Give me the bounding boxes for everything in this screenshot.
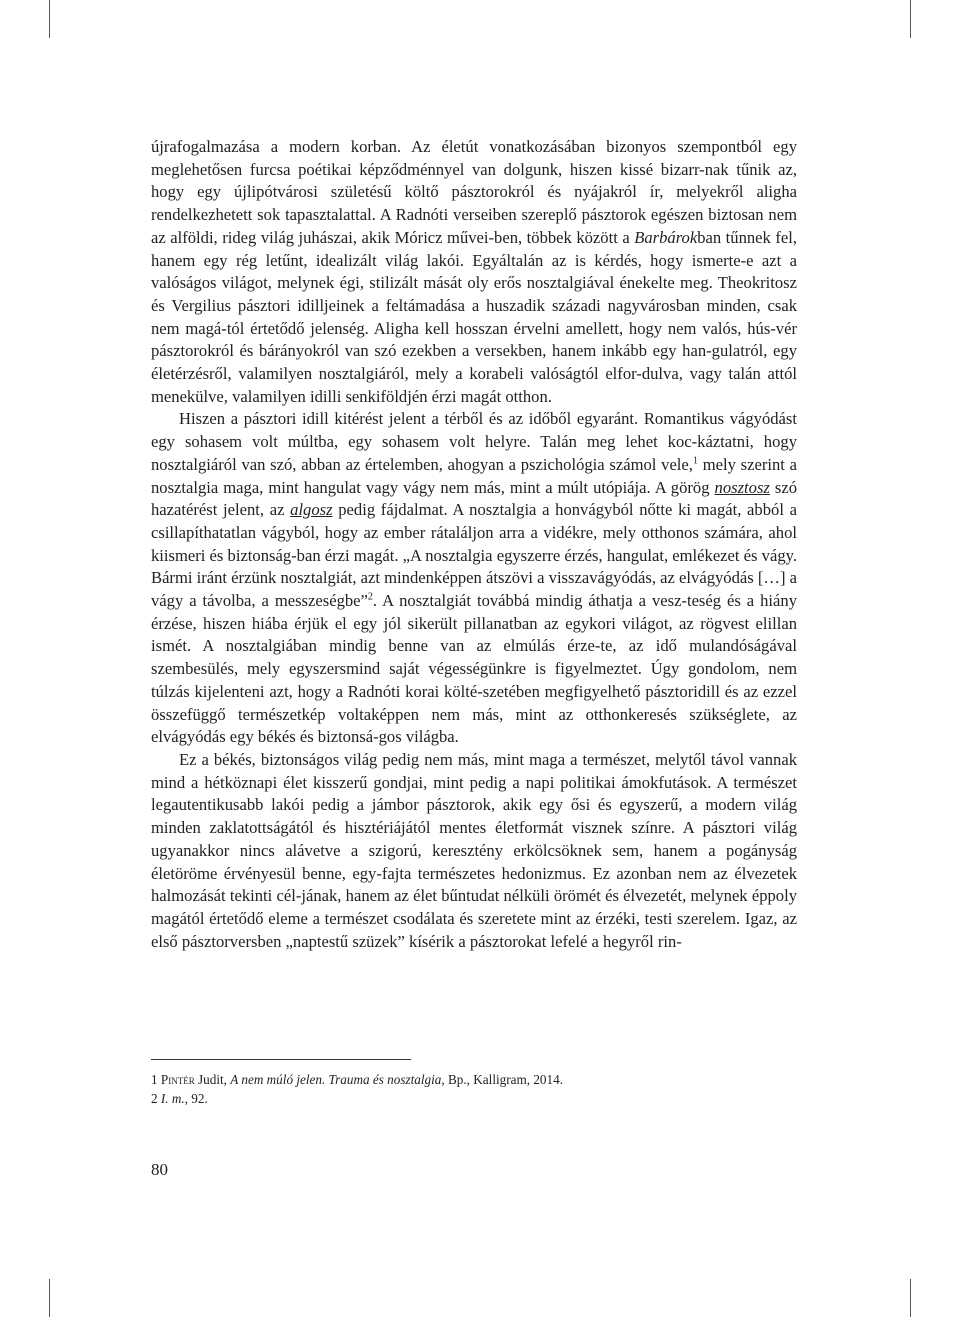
paragraph <box>151 408 797 749</box>
text-run: ban tűnnek fel, hanem egy rég letűnt, idealizált világ lakói. Egyáltalán az is kérdés, hogy ismerte-e azt a valóságos világot, melynek égi, stilizált mását oly erős nosztalgiával énekelte meg. Theokritosz és Vergilius pásztori idilljeinek a feltámadása a huszadik századi nagyvárosban minden, csak nem magá-tól értetődő jelenség. Aligha kell hosszan érvelni amellett, hogy nem valós, hús-vér pásztorokról és bárányokról van szó ezekben a versekben, hanem inkább egy han-gulatról, egy életérzésről, valamilyen nosztalgiáról, mely a korabeli valóságtól elfor-dulva, vagy talán attól menekülve, valamilyen idilli senkiföldjén érzi magát otthon. <box>151 227 797 406</box>
text-run: Judit, <box>194 1072 231 1087</box>
text-run: nosztosz <box>714 477 770 497</box>
text-run: 1 <box>151 1072 161 1087</box>
text-run: Pintér <box>160 1072 195 1087</box>
text-run: . A nosztalgiát továbbá mindig áthatja a vesz-teség és a hiány érzése, hiszen hiába érjük el egy jól sikerült pillanatban az egykori világot, az rögvest elillan ismét. A nosztalgiában mindig benne van az elmúlás érze-te, az idő mulandóságával szembesülés, mely egyszersmind saját végességünkre is figyelmeztet. Úgy gondolom, nem túlzás kijelenteni azt, hogy a Radnóti korai költé-szetében megfigyelhető pásztoridill és az ezzel összefüggő természetkép voltaképpen nem más, mint az otthonkeresés szükséglete, az elvágyódás egy békés és biztonsá-gos világba. <box>151 591 797 747</box>
crop-mark-bottom-right <box>910 1279 911 1317</box>
footnote-ref: 2 <box>367 591 373 603</box>
footnotes <box>151 1070 797 1108</box>
text-run: újrafogalmazása a modern korban. Az életút vonatkozásában bizonyos szempontból egy meglehetősen furcsa poétikai képződménnyel van dolgunk, hiszen kissé bizarr-nak tűnik az, hogy egy újlipótvárosi születésű költő pásztorokról és nyájakról ír, melyekről aligha rendelkezhetett sok tapasztalattal. A Radnóti verseiben szereplő pásztorok egészen biztosan nem az alföldi, rideg világ juhászai, akik Móricz művei-ben, többek között a <box>151 137 797 247</box>
page-number: 80 <box>151 1160 168 1179</box>
footnote <box>151 1089 797 1108</box>
text-run: , Bp., Kalligram, 2014. <box>441 1072 564 1087</box>
text-run: mely szerint a nosztalgia maga, mint hangulat vagy vágy nem más, mint a múlt utópiája. A görög <box>151 454 797 497</box>
crop-mark-top-right <box>910 0 911 38</box>
text-run: Ez a békés, biztonságos világ pedig nem más, mint maga a természet, melytől távol vannak mind a hétköznapi élet kisszerű gondjai, mint pedig a napi politikai ámokfutások. A természet legautentikusabb lakói pedig a jámbor pásztorok, akik egy ősi és egyszerű, a modern világ minden zaklatottságától és hisztériájától mentes életformát visznek színre. A pásztori világ ugyanakkor nincs alávetve a szigorú, keresztény erkölcsöknek sem, hanem a pogányság életöröme érvényesül benne, egy-fajta természetes hedonizmus. Ez azonban nem az élvezetek halmozását tekinti cél-jának, hanem az élet bűntudat nélküli örömét és élvezetét, melynek éppoly magától értetődő eleme a természet csodálata és szeretete mint az érzéki, testi szerelem. Igaz, az első pásztorversben „naptestű szüzek” kísérik a pásztorokat lefelé a hegyről rin- <box>151 749 797 951</box>
body-text <box>151 136 797 953</box>
text-run: pedig fájdalmat. A nosztalgia a honvágyból nőtte ki magát, abból a csillapíthatatlan vágyból, hogy az ember rátaláljon arra a vidékre, mely otthonos számára, ahol kiismeri és biztonság-ban érzi magát. „A nosztalgia egyszerre érzés, hangulat, emlékezet és vágy. Bármi iránt érzünk nosztalgiát, azt mindenképpen átszövi a visszavágyódás, az elvágyódás […] a vágy a távolba, a messzeségbe” <box>151 500 798 611</box>
text-run: 2 <box>151 1091 161 1106</box>
text-run: Hiszen a pásztori idill kitérést jelent a térből és az időből egyaránt. Romantikus vágyódást egy sohasem volt múltba, egy sohasem volt helyre. Talán meg lehet koc-káztatni, hogy nosztalgiáról van szó, abban az értelemben, ahogyan a pszichológia számol vele, <box>151 409 797 474</box>
crop-mark-bottom-left <box>49 1279 50 1317</box>
text-run: szó hazatérést jelent, az <box>151 477 797 520</box>
paragraph <box>151 136 797 408</box>
text-run: Barbárok <box>634 227 698 247</box>
crop-mark-top-left <box>49 0 50 38</box>
text-run: , 92. <box>184 1091 208 1106</box>
text-run: algosz <box>290 500 333 520</box>
text-run: I. m. <box>160 1091 185 1106</box>
footnote-ref: 1 <box>692 455 698 467</box>
paragraph <box>151 749 797 953</box>
text-run: A nem múló jelen. Trauma és nosztalgia <box>230 1072 442 1087</box>
footnote-separator <box>151 1059 411 1060</box>
footnote <box>151 1070 797 1089</box>
